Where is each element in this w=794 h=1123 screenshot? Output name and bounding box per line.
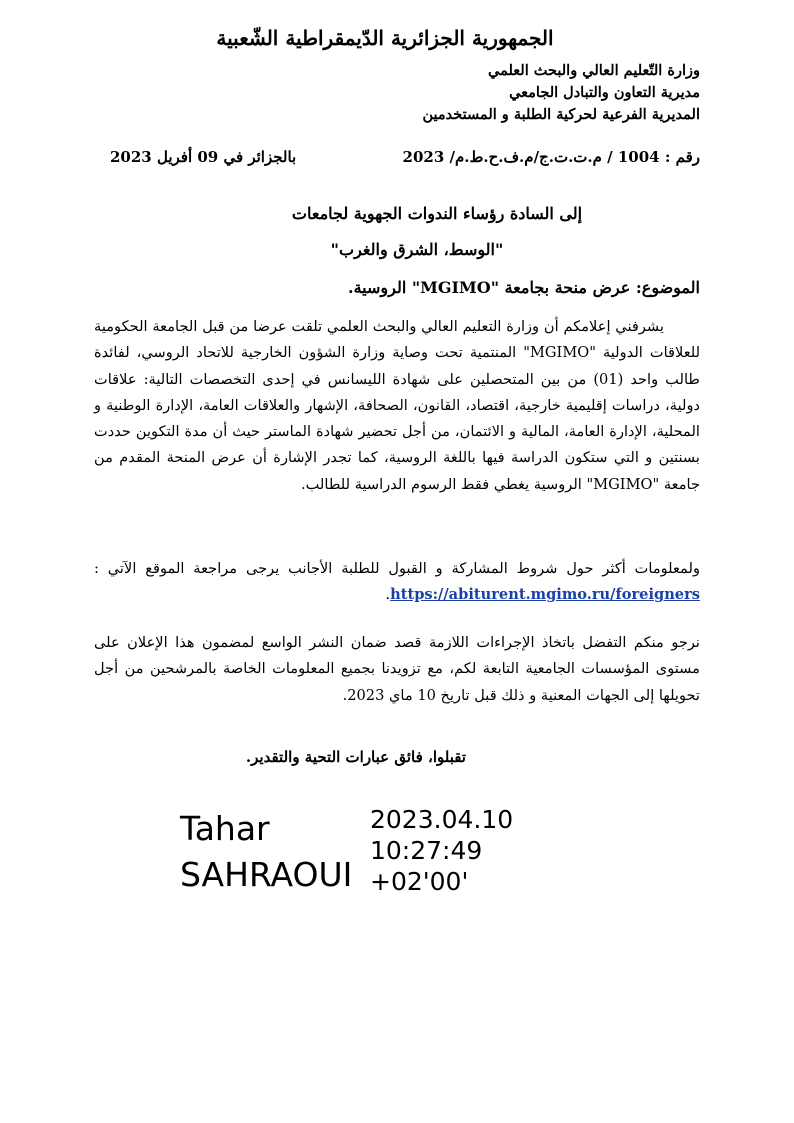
subject-text: عرض منحة بجامعة "MGIMO" الروسية. — [348, 278, 631, 297]
signature-time: 10:27:49 — [370, 836, 483, 865]
subject-line — [94, 278, 700, 297]
signer-first-name: Tahar — [180, 809, 270, 848]
paragraph-2-text: ولمعلومات أكثر حول شروط المشاركة و القبول للطلبة الأجانب يرجى مراجعة الموقع الآتي : — [94, 560, 700, 577]
reference-number: رقم : 1004 / م.ت.ت.ج/م.ف.ح.ط.م/ 2023 — [402, 148, 700, 166]
addressee — [94, 196, 700, 268]
addressee-line-1: إلى السادة رؤساء الندوات الجهوية لجامعات — [291, 204, 583, 223]
ministry-header — [280, 60, 700, 126]
directorate-name: مديرية التعاون والتبادل الجامعي — [509, 84, 700, 101]
signer-name — [180, 806, 352, 898]
body-paragraph-2 — [94, 556, 700, 609]
paragraph-1-text: يشرفني إعلامكم أن وزارة التعليم العالي والبحث العلمي تلقت عرضا من قبل الجامعة الحكومية للعلاقات الدولية "MGIMO" المنتمية تحت وصاية وزارة الشؤون الخارجية للاتحاد الروسي، لفائدة طالب واحد (01) من بين المتحصلين على شهادة الليسانس في إحدى التخصصات التالية: علاقات دولية، دراسات إقليمية خارجية، اقتصاد، القانون، الصحافة، الإشهار والعلاقات العامة، الإدارة الوطنية و المحلية، الإدارة العامة، المالية و الائتمان، من أجل تحضير شهادة الماستر حيث أن مدة التكوين حددت بسنتين و التي ستكون الدراسة فيها باللغة الروسية، كما تجدر الإشارة أن عرض المنحة المقدم من جامعة "MGIMO" الروسية يغطي فقط الرسوم الدراسية للطالب. — [94, 318, 701, 493]
addressee-line-2: "الوسط، الشرق والغرب" — [330, 240, 504, 259]
closing-salutation: تقبلوا، فائق عبارات التحية والتقدير. — [245, 748, 466, 766]
reference-line — [110, 148, 700, 170]
digital-signature — [180, 806, 520, 906]
subdirectorate-name: المديرية الفرعية لحركية الطلبة و المستخدمين — [422, 106, 700, 123]
republic-title: الجمهورية الجزائرية الدّيمقراطية الشّعبية — [216, 26, 554, 50]
signature-timezone: +02'00' — [370, 867, 469, 896]
website-link[interactable]: https://abiturent.mgimo.ru/foreigners — [390, 586, 700, 604]
signer-last-name: SAHRAOUI — [180, 855, 353, 894]
ministry-name: وزارة التّعليم العالي والبحث العلمي — [488, 62, 700, 79]
place-date: بالجزائر في 09 أفريل 2023 — [110, 148, 297, 166]
body-paragraph-1 — [94, 314, 700, 498]
signature-date: 2023.04.10 — [370, 805, 514, 834]
body-paragraph-3: نرجو منكم التفضل باتخاذ الإجراءات اللازمة قصد ضمان النشر الواسع لمضمون هذا الإعلان على مستوى المؤسسات الجامعية التابعة لكم، مع تزويدنا بجميع المعلومات الخاصة بالمرشحين من أجل تحويلها إلى الجهات المعنية و ذلك قبل تاريخ 10 ماي 2023. — [94, 634, 700, 704]
subject-label: الموضوع: — [635, 278, 700, 297]
paragraph-2-end: . — [385, 586, 391, 604]
signature-timestamp — [370, 804, 513, 897]
